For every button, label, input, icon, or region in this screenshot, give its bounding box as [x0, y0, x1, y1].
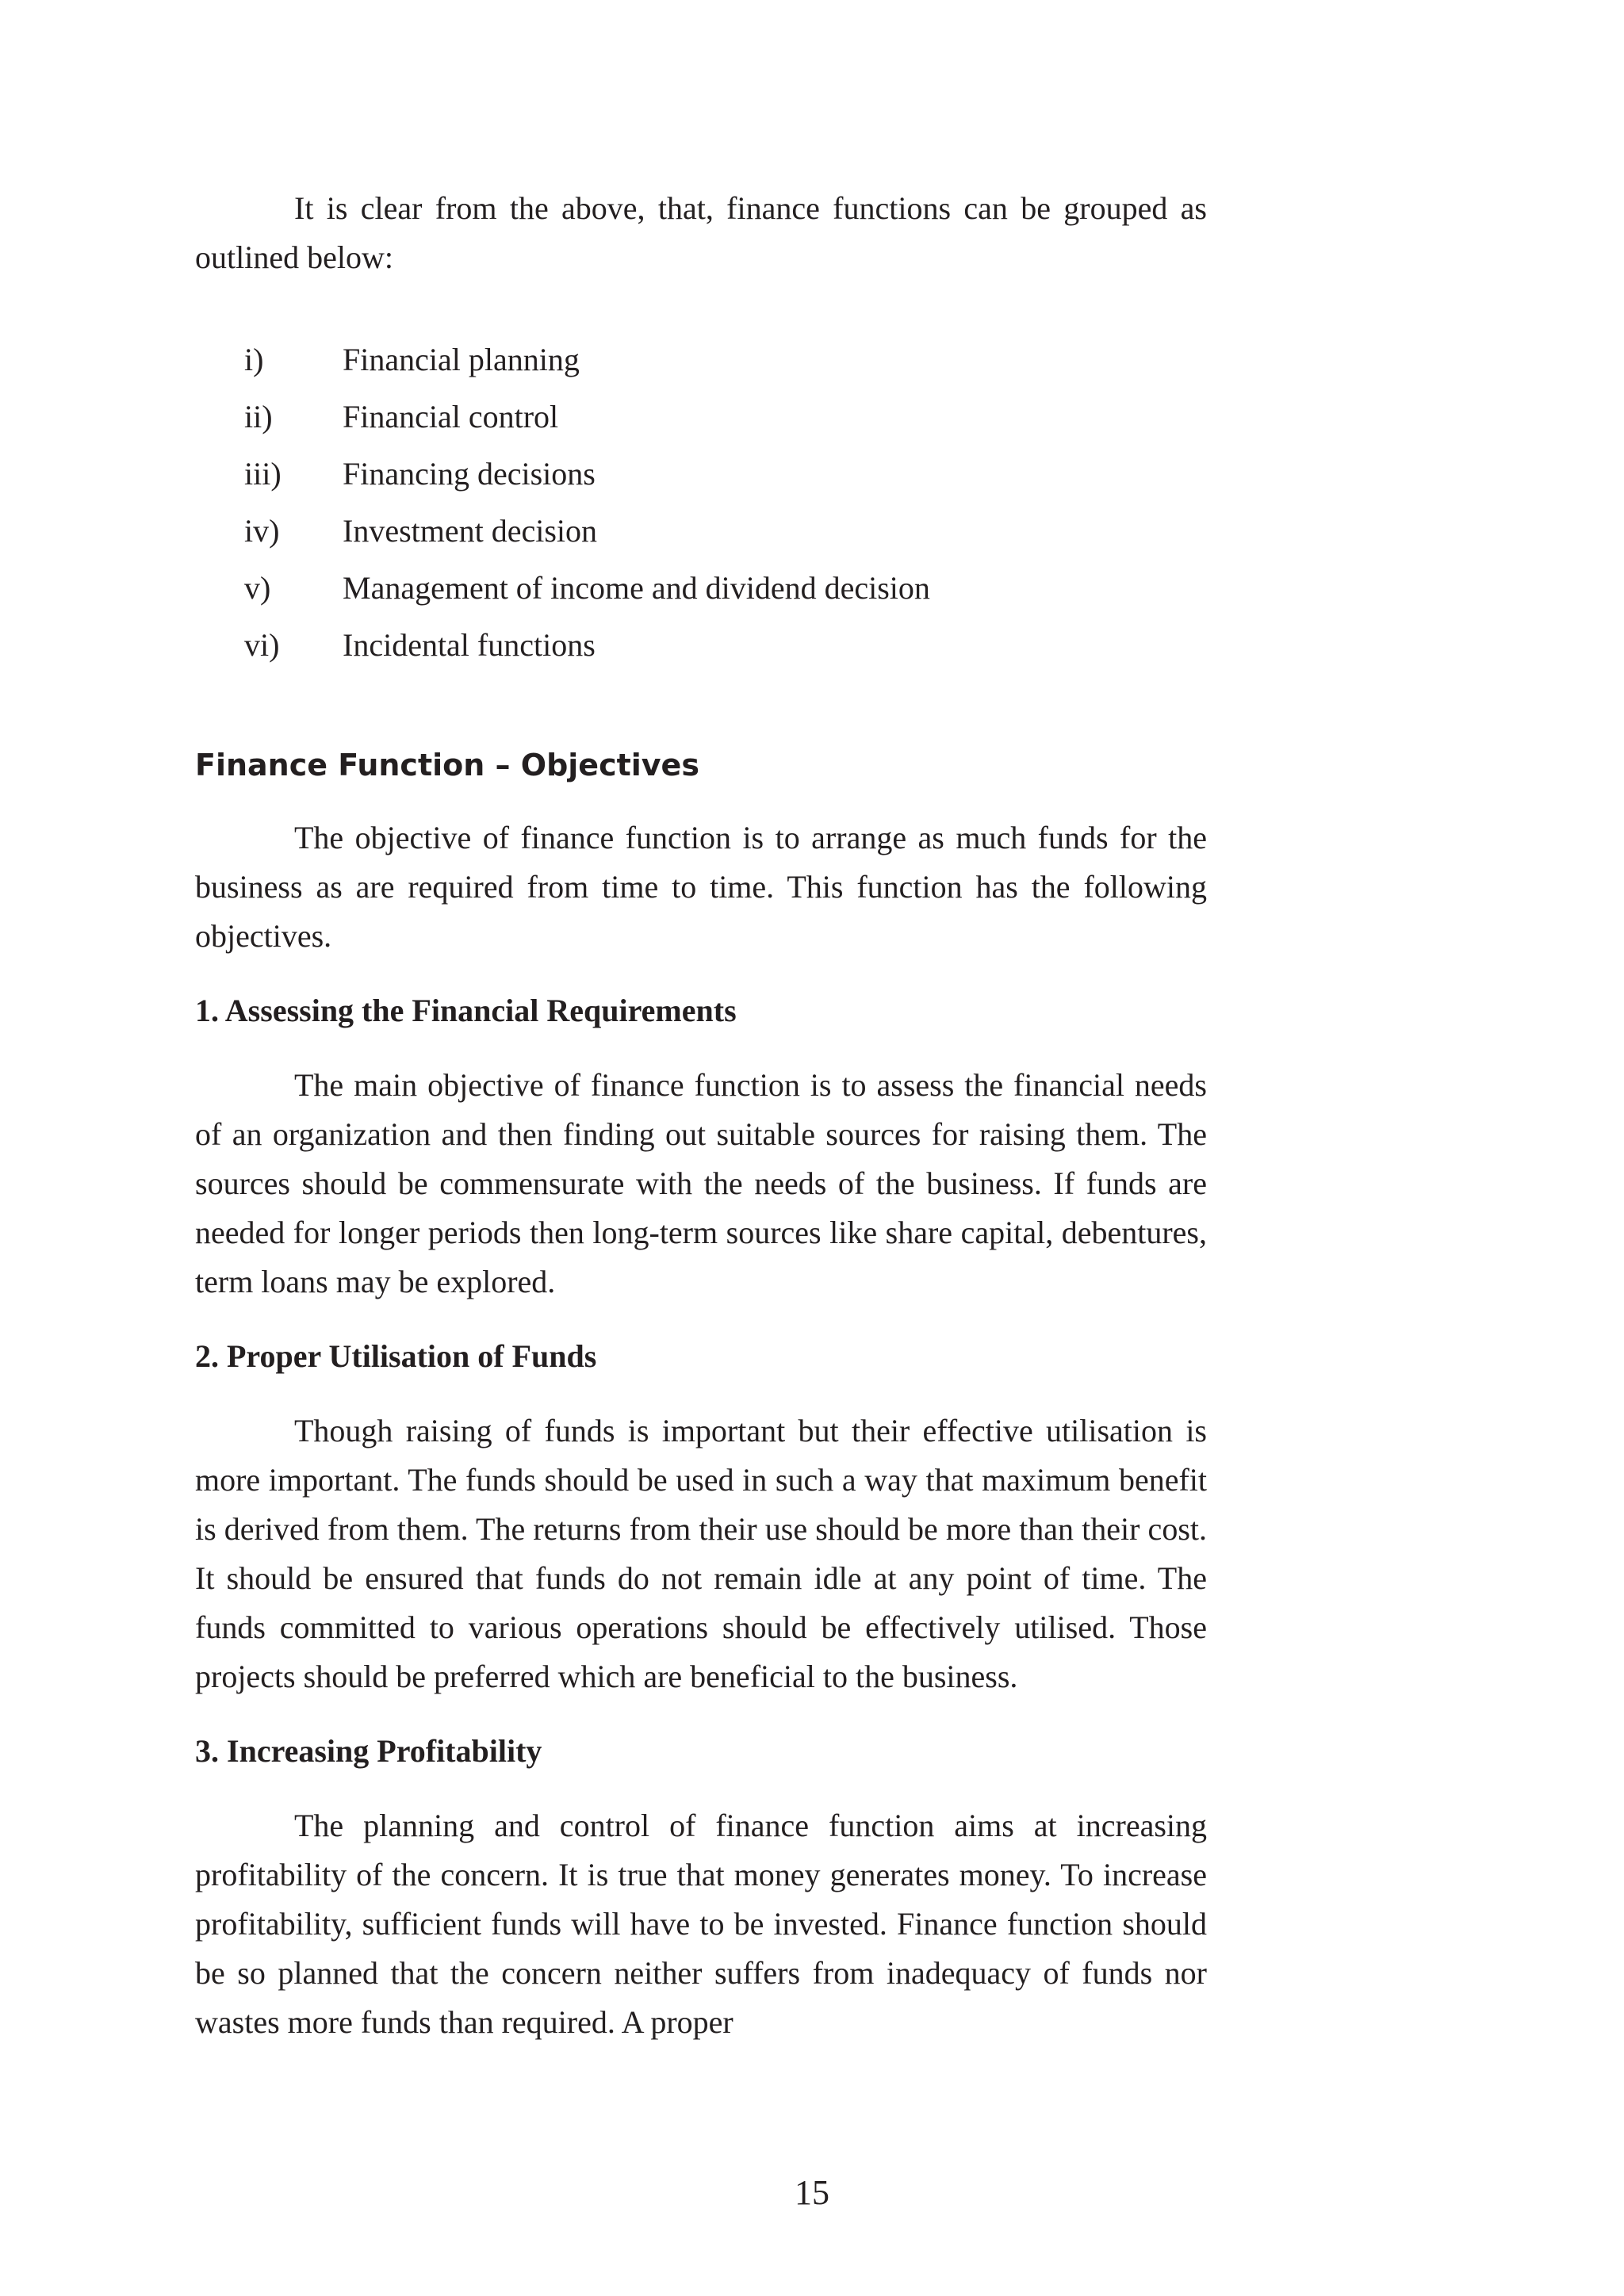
objectives-intro-paragraph: The objective of finance function is to arrange as much funds for the business as are required from time to time. This function has the following objectives.: [195, 820, 1207, 954]
list-item: [195, 331, 1207, 388]
list-item-label: Management of income and dividend decision: [343, 570, 930, 606]
list-item: [195, 503, 1207, 560]
page-number: 15: [795, 2173, 829, 2212]
list-item-label: Incidental functions: [343, 627, 596, 663]
section-heading: Finance Function – Objectives: [195, 748, 699, 783]
subsection-body: The planning and control of finance function aims at increasing profitability of the concern. It is true that money generates money. To increase profitability, sufficient funds will have to be invested. Finance function should be so planned that the concern neither suffers from inadequacy of funds nor wastes more funds than required. A proper: [195, 1808, 1207, 2040]
list-item-label: Investment decision: [343, 513, 598, 549]
list-item-label: Financing decisions: [343, 456, 596, 492]
list-item-label: Financial control: [343, 399, 559, 434]
list-item-label: Financial planning: [343, 342, 580, 377]
list-item-number: iii): [244, 456, 282, 492]
list-item: [195, 446, 1207, 503]
subsection-title: 2. Proper Utilisation of Funds: [195, 1338, 597, 1374]
page-content: [195, 184, 1207, 2047]
subsection-body: The main objective of finance function is to assess the financial needs of an organization and then finding out suitable sources for raising them. The sources should be commensurate with the needs of the business. If funds are needed for longer periods then long-term sources like share capital, debentures, term loans may be explored.: [195, 1067, 1207, 1299]
list-item-number: iv): [244, 513, 280, 549]
list-item-number: v): [244, 570, 271, 606]
list-item: [195, 560, 1207, 617]
list-item: [195, 617, 1207, 674]
list-item-number: ii): [244, 399, 273, 434]
list-item: [195, 388, 1207, 446]
subsection-title: 3. Increasing Profitability: [195, 1733, 542, 1769]
finance-functions-list: [195, 331, 1207, 674]
subsection-body: Though raising of funds is important but their effective utilisation is more important. The funds should be used in such a way that maximum benefit is derived from them. The returns from their use should be more than their cost. It should be ensured that funds do not remain idle at any point of time. The funds committed to various operations should be effectively utilised. Those projects should be preferred which are beneficial to the business.: [195, 1413, 1207, 1694]
subsection-title: 1. Assessing the Financial Requirements: [195, 993, 737, 1028]
intro-paragraph: It is clear from the above, that, finance functions can be grouped as outlined below:: [195, 190, 1207, 275]
list-item-number: i): [244, 342, 264, 377]
list-item-number: vi): [244, 627, 280, 663]
